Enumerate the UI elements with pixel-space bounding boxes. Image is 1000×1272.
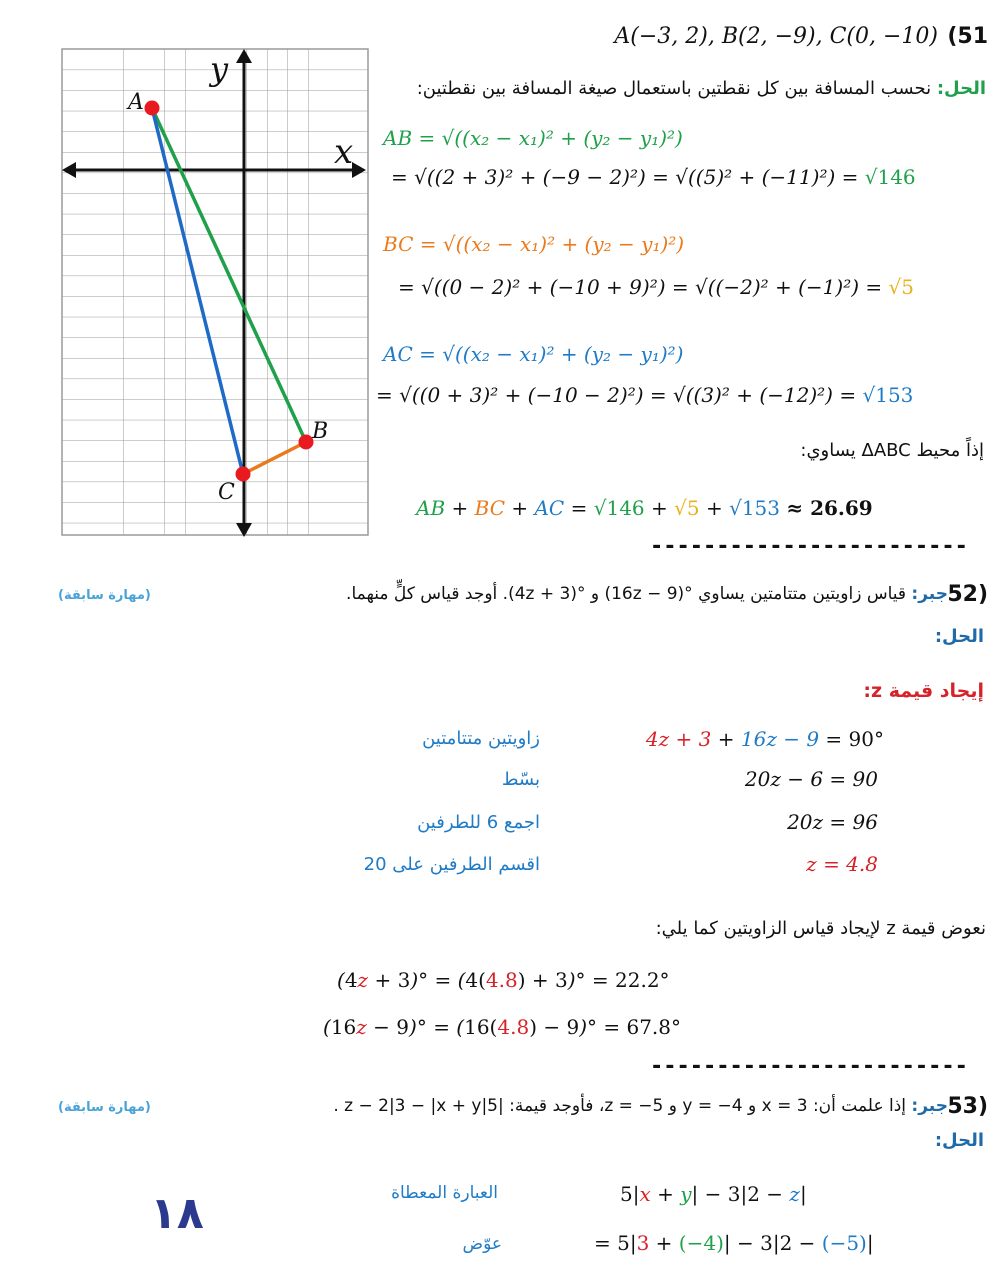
ab-result: √146: [864, 165, 916, 189]
p53-question: إذا علمت أن: x = 3 و y = −4 و z = −5، فأوجد قيمة: |z − 2|3 − |x + y|5 .: [333, 1096, 907, 1116]
p52-solution-label: الحل:: [934, 626, 984, 647]
p53-row1-note: العبارة المعطاة: [391, 1183, 498, 1203]
step-2-note: بسّط: [501, 769, 540, 790]
p53-solution-label: الحل:: [934, 1130, 984, 1151]
bc-calc-line: [398, 275, 914, 299]
p53-prior-skill: (مهارة سابقة): [58, 1100, 151, 1115]
bc-result: √5: [888, 275, 914, 299]
label-b: B: [312, 419, 329, 444]
step-4-note: اقسم الطرفين على 20: [363, 854, 540, 875]
point-c: [236, 467, 251, 482]
angle-2: (16z − 9)° = (16(4.8) − 9)° = 67.8°: [323, 1015, 681, 1039]
p51-intro-line: [417, 78, 986, 99]
bc-formula: BC = √((x₂ − x₁)² + (y₂ − y₁)²): [383, 232, 685, 256]
ac-calc-line: [376, 383, 913, 407]
label-x: x: [334, 132, 354, 172]
sum-r1: √146: [593, 496, 645, 520]
ac-calc: = √((0 + 3)² + (−10 − 2)²) = √((3)² + (−12)²) =: [376, 383, 857, 407]
ac-formula: AC = √((x₂ − x₁)² + (y₂ − y₁)²): [383, 342, 684, 366]
ab-calc-line: [391, 165, 916, 189]
p52-number: 52): [947, 582, 988, 607]
p51-intro: نحسب المسافة بين كل نقطتين باستعمال صيغة المسافة بين نقطتين:: [416, 78, 932, 99]
p52-find-z: إيجاد قيمة z:: [863, 680, 984, 702]
step-3-note: اجمع 6 للطرفين: [417, 812, 540, 833]
p53-row2-eq: = 5|3 + (−4)| − 3|2 − (−5)|: [594, 1231, 874, 1255]
sum-bc: BC: [474, 496, 505, 520]
ab-formula: AB = √((x₂ − x₁)² + (y₂ − y₁)²): [383, 126, 683, 150]
p53-topic: جبر:: [911, 1096, 948, 1116]
angle-1: (4z + 3)° = (4(4.8) + 3)° = 22.2°: [337, 968, 670, 992]
p52-question: قياس زاويتين متتامتين يساوي °(16z − 9) و °(4z + 3). أوجد قياس كلٍّ منهما.: [346, 584, 907, 604]
p52-topic: جبر:: [911, 584, 948, 604]
sum-total: ≈ 26.69: [786, 496, 873, 520]
point-a: [145, 101, 160, 116]
sum-ab: AB: [416, 496, 446, 520]
coordinate-graph: [60, 47, 370, 539]
p51-points: A(−3, 2), B(2, −9), C(0, −10): [614, 24, 938, 49]
step-2-eq: 20z − 6 = 90: [744, 767, 878, 791]
perimeter-text: إذاً محيط ΔABC يساوي:: [800, 440, 984, 461]
divider-2: ------------------------: [650, 1054, 968, 1079]
p53-row1-eq: 5|x + y| − 3|2 − z|: [620, 1182, 807, 1206]
p52-prior-skill: (مهارة سابقة): [58, 588, 151, 603]
p52-question-line: [346, 584, 948, 604]
sum-r2: √5: [674, 496, 700, 520]
perimeter-sum: AB + BC + AC = √146 + √5 + √153 ≈ 26.69: [416, 496, 873, 520]
step-3-eq: 20z = 96: [787, 810, 878, 834]
ab-calc: = √((2 + 3)² + (−9 − 2)²) = √((5)² + (−11)²) =: [391, 165, 859, 189]
p53-number: 53): [947, 1094, 988, 1119]
divider-1: ------------------------: [650, 534, 968, 559]
label-y: y: [210, 50, 229, 88]
step-1-note: زاويتين متتامتين: [422, 728, 540, 749]
bc-calc: = √((0 − 2)² + (−10 + 9)²) = √((−2)² + (−1)²) =: [398, 275, 883, 299]
label-a: A: [128, 90, 144, 115]
p53-question-line: [333, 1096, 948, 1116]
p53-row2-note: عوّض: [462, 1234, 502, 1254]
sum-ac: AC: [534, 496, 565, 520]
label-c: C: [218, 480, 235, 505]
ac-result: √153: [862, 383, 914, 407]
graph-grid: [62, 49, 368, 535]
p51-solution-label: الحل:: [936, 78, 986, 99]
page-number: ١٨: [150, 1188, 204, 1239]
step-4-eq: z = 4.8: [806, 852, 878, 876]
p51-number: (51: [947, 24, 988, 49]
substitute-text: نعوض قيمة z لإيجاد قياس الزاويتين كما يلي:: [655, 918, 986, 939]
step-1-eq: 4z + 3 + 16z − 9 = 90°: [645, 727, 884, 751]
sum-r3: √153: [729, 496, 780, 520]
